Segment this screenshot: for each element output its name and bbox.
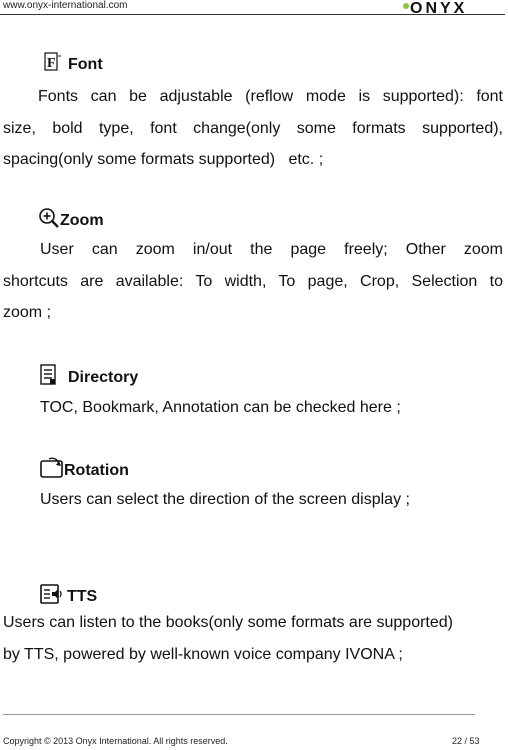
tts-icon	[40, 583, 64, 610]
font-title-text: Font	[68, 55, 103, 73]
tts-desc-line-2: by TTS, powered by well-known voice company IVONA ;	[3, 646, 403, 663]
directory-title-text: Directory	[68, 368, 139, 386]
footer-divider	[3, 714, 475, 715]
page-number: 22 / 53	[452, 736, 480, 746]
zoom-title-text: Zoom	[60, 211, 104, 229]
directory-desc-line-1: TOC, Bookmark, Annotation can be checked here ;	[40, 399, 401, 416]
font-desc-line-2: size, bold type, font change(only some formats supported),	[3, 120, 503, 137]
tts-section-title	[40, 583, 97, 610]
footer-copyright: Copyright © 2013 Onyx International. All rights reserved.	[3, 736, 228, 746]
zoom-section-title	[38, 207, 104, 234]
rotation-title-text: Rotation	[64, 461, 129, 479]
zoom-desc-line-2: shortcuts are available: To width, To page, Crop, Selection to	[3, 273, 503, 290]
tts-desc-line-1: Users can listen to the books(only some formats are supported)	[3, 614, 453, 631]
tts-title-text: TTS	[67, 587, 98, 605]
font-icon	[44, 52, 62, 77]
onyx-logo	[402, 0, 482, 15]
font-section-title	[44, 52, 103, 77]
rotation-icon	[40, 457, 64, 484]
directory-section-title	[40, 364, 138, 391]
zoom-icon	[38, 207, 60, 234]
svg-text:F: F	[47, 56, 56, 71]
header-url[interactable]: www.onyx-international.com	[3, 0, 128, 11]
rotation-desc-line-1: Users can select the direction of the screen display ;	[40, 491, 410, 508]
font-desc-line-1: Fonts can be adjustable (reflow mode is supported): font	[38, 88, 503, 105]
directory-icon	[40, 364, 58, 391]
logo-dot	[403, 3, 409, 9]
logo-text: ONYX	[410, 0, 468, 15]
zoom-desc-line-1: User can zoom in/out the page freely; Other zoom	[40, 241, 503, 258]
rotation-section-title	[40, 457, 129, 484]
font-desc-line-3: spacing(only some formats supported) etc. ;	[3, 151, 324, 168]
zoom-desc-line-3: zoom ;	[3, 304, 52, 321]
